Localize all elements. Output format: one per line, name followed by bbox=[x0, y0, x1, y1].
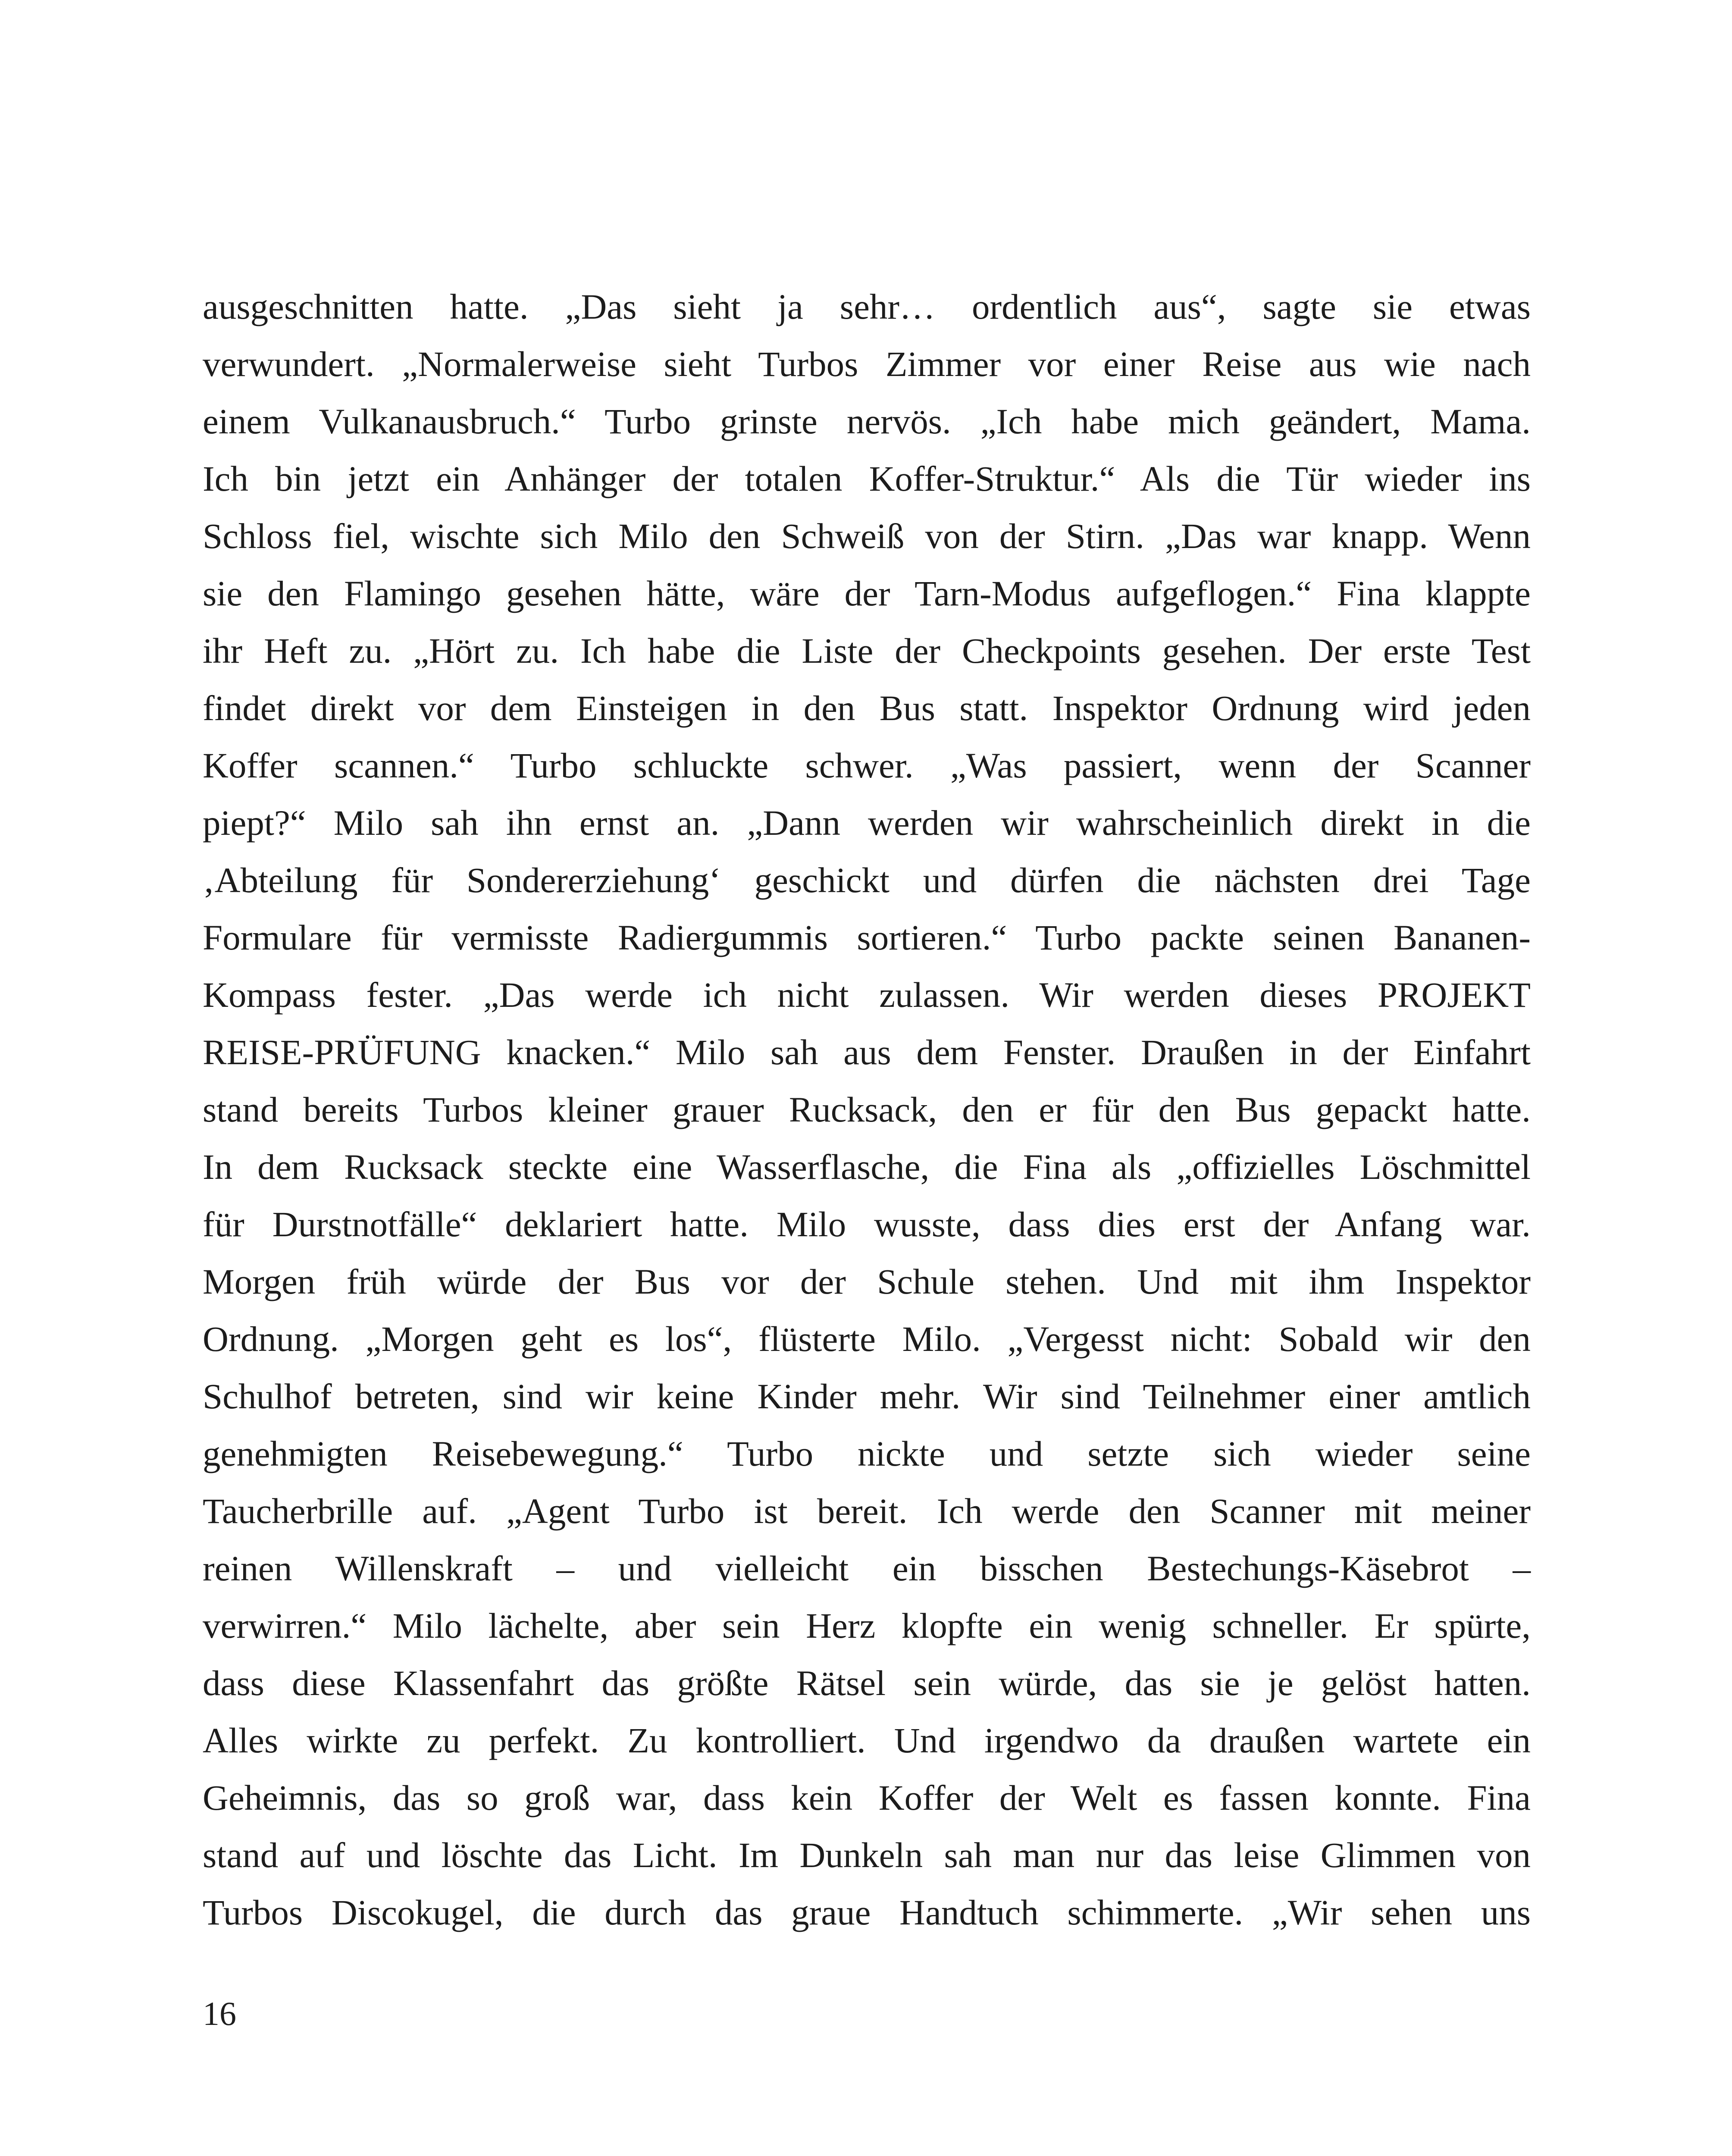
text-line: Formulare für vermisste Radiergummis sortieren.“ Turbo packte seinen Bananen- bbox=[203, 918, 1531, 957]
text-line: Schulhof betreten, sind wir keine Kinder mehr. Wir sind Teilnehmer einer amtlich bbox=[203, 1376, 1531, 1416]
text-line: Ordnung. „Morgen geht es los“, flüsterte Milo. „Vergesst nicht: Sobald wir den bbox=[203, 1319, 1531, 1359]
text-line: dass diese Klassenfahrt das größte Rätsel sein würde, das sie je gelöst hatten. bbox=[203, 1663, 1531, 1703]
text-line: reinen Willenskraft – und vielleicht ein bisschen Bestechungs-Käsebrot – bbox=[203, 1548, 1531, 1588]
text-line: genehmigten Reisebewegung.“ Turbo nickte und setzte sich wieder seine bbox=[203, 1434, 1531, 1473]
text-line: REISE-PRÜFUNG knacken.“ Milo sah aus dem Fenster. Draußen in der Einfahrt bbox=[203, 1032, 1531, 1072]
text-line: Schloss fiel, wischte sich Milo den Schweiß von der Stirn. „Das war knapp. Wenn bbox=[203, 516, 1531, 556]
text-line: findet direkt vor dem Einsteigen in den Bus statt. Inspektor Ordnung wird jeden bbox=[203, 688, 1531, 728]
page-number: 16 bbox=[203, 1995, 236, 2032]
text-line: Kompass fester. „Das werde ich nicht zulassen. Wir werden dieses PROJEKT bbox=[203, 975, 1531, 1015]
text-line: sie den Flamingo gesehen hätte, wäre der Tarn-Modus aufgeflogen.“ Fina klappte bbox=[203, 573, 1531, 613]
text-line: Koffer scannen.“ Turbo schluckte schwer. „Was passiert, wenn der Scanner bbox=[203, 746, 1531, 785]
text-line: ihr Heft zu. „Hört zu. Ich habe die Liste der Checkpoints gesehen. Der erste Test bbox=[203, 631, 1531, 671]
text-line: In dem Rucksack steckte eine Wasserflasche, die Fina als „offizielles Löschmittel bbox=[203, 1147, 1531, 1187]
text-line: Geheimnis, das so groß war, dass kein Koffer der Welt es fassen konnte. Fina bbox=[203, 1778, 1531, 1818]
text-line: einem Vulkanausbruch.“ Turbo grinste nervös. „Ich habe mich geändert, Mama. bbox=[203, 401, 1531, 441]
text-line: verwundert. „Normalerweise sieht Turbos Zimmer vor einer Reise aus wie nach bbox=[203, 344, 1531, 384]
body-text bbox=[203, 278, 1531, 1941]
text-line: Taucherbrille auf. „Agent Turbo ist bereit. Ich werde den Scanner mit meiner bbox=[203, 1491, 1531, 1531]
text-line: Turbos Discokugel, die durch das graue Handtuch schimmerte. „Wir sehen uns bbox=[203, 1893, 1531, 1932]
text-line: verwirren.“ Milo lächelte, aber sein Herz klopfte ein wenig schneller. Er spürte, bbox=[203, 1606, 1531, 1645]
text-line: stand auf und löschte das Licht. Im Dunkeln sah man nur das leise Glimmen von bbox=[203, 1835, 1531, 1875]
text-line: Alles wirkte zu perfekt. Zu kontrolliert. Und irgendwo da draußen wartete ein bbox=[203, 1720, 1531, 1760]
text-line: piept?“ Milo sah ihn ernst an. „Dann werden wir wahrscheinlich direkt in die bbox=[203, 803, 1531, 843]
text-line: für Durstnotfälle“ deklariert hatte. Milo wusste, dass dies erst der Anfang war. bbox=[203, 1204, 1531, 1244]
text-line: ‚Abteilung für Sondererziehung‘ geschickt und dürfen die nächsten drei Tage bbox=[203, 860, 1531, 900]
text-line: Ich bin jetzt ein Anhänger der totalen Koffer-Struktur.“ Als die Tür wieder ins bbox=[203, 459, 1531, 498]
text-line: Morgen früh würde der Bus vor der Schule stehen. Und mit ihm Inspektor bbox=[203, 1262, 1531, 1301]
text-line: stand bereits Turbos kleiner grauer Rucksack, den er für den Bus gepackt hatte. bbox=[203, 1090, 1531, 1129]
text-line: ausgeschnitten hatte. „Das sieht ja sehr… ordentlich aus“, sagte sie etwas bbox=[203, 287, 1531, 326]
